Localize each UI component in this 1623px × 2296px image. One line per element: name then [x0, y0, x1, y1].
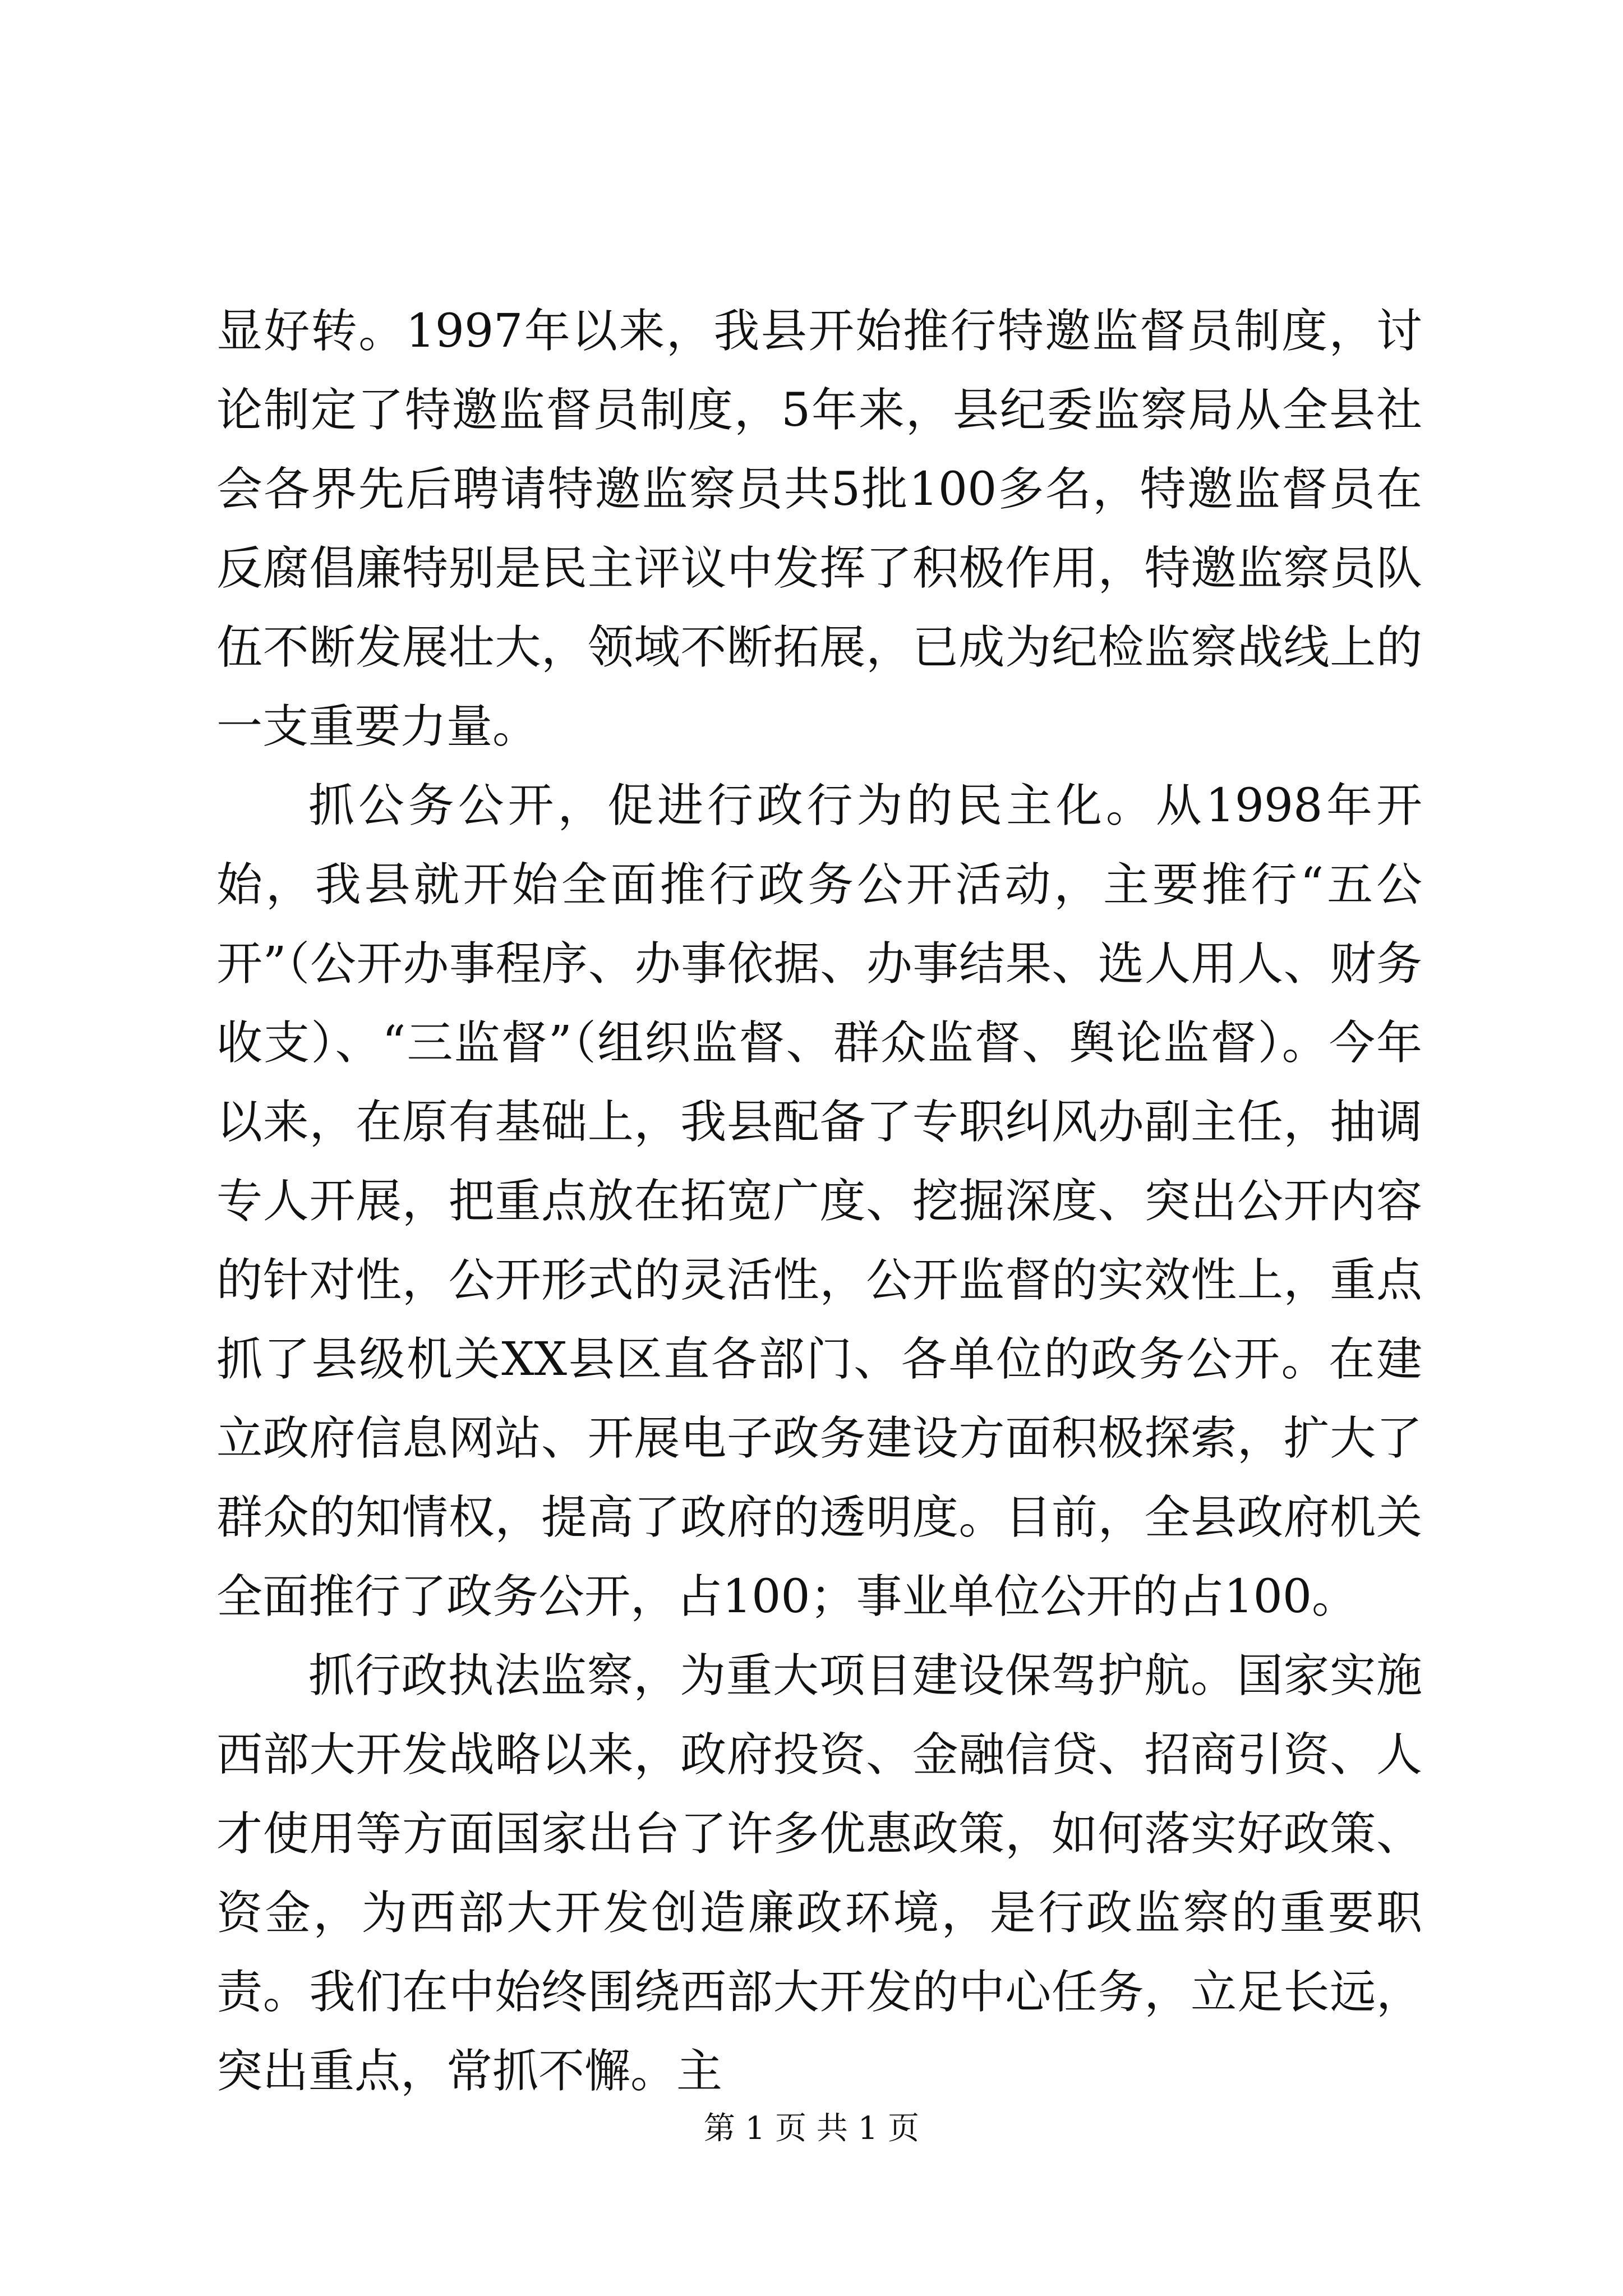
paragraph-2: 抓公务公开，促进行政行为的民主化。从1998年开始，我县就开始全面推行政务公开活动，主要推行“五公开”（公开办事程序、办事依据、办事结果、选人用人、财务收支）、“三监督”（组织监督、群众监督、舆论监督）。今年以来，在原有基础上，我县配备了专职纠风办副主任，抽调专人开展，把重点放在拓宽广度、挖掘深度、突出公开内容的针对性，公开形式的灵活性，公开监督的实效性上，重点抓了县级机关XX县区直各部门、各单位的政务公开。在建立政府信息网站、开展电子政务建设方面积极探索，扩大了群众的知情权，提高了政府的透明度。目前，全县政府机关全面推行了政务公开，占100；事业单位公开的占100。 — [216, 779, 1422, 1623]
paragraph-3: 抓行政执法监察，为重大项目建设保驾护航。国家实施西部大开发战略以来，政府投资、金融信贷、招商引资、人才使用等方面国家出台了许多优惠政策，如何落实好政策、资金，为西部大开发创造廉政环境，是行政监察的重要职责。我们在中始终围绕西部大开发的中心任务，立足长远，突出重点，常抓不懈。主 — [216, 1649, 1422, 2098]
page-footer: 第 1 页 共 1 页 — [703, 2110, 920, 2147]
document-body — [216, 292, 1422, 2111]
paragraph-1: 显好转。1997年以来，我县开始推行特邀监督员制度，讨论制定了特邀监督员制度，5年来，县纪委监察局从全县社会各界先后聘请特邀监察员共5批100多名，特邀监督员在反腐倡廉特别是民主评议中发挥了积极作用，特邀监察员队伍不断发展壮大，领域不断拓展，已成为纪检监察战线上的一支重要力量。 — [216, 305, 1422, 753]
